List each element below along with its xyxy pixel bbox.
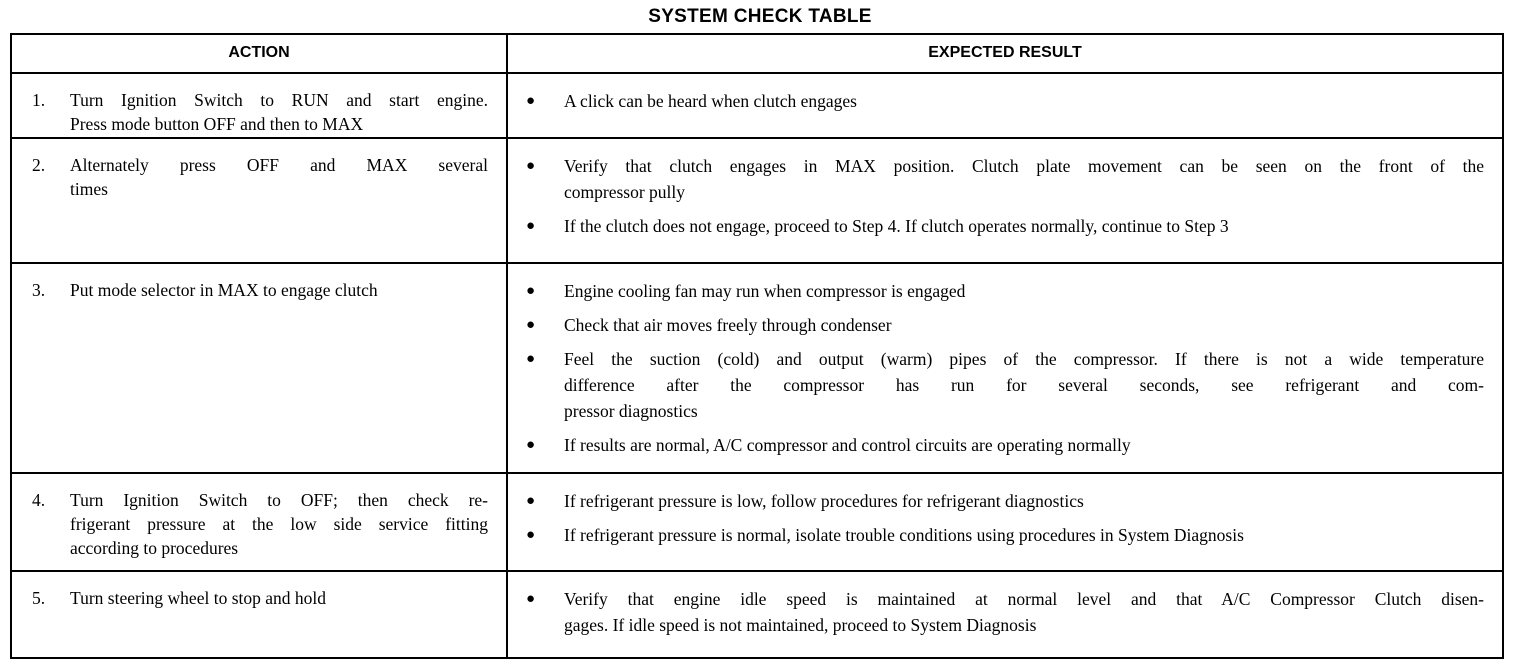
result-text [564,213,1484,239]
table-title: SYSTEM CHECK TABLE [648,6,872,27]
action-step [32,88,488,136]
action-text [70,88,488,136]
text-line: Turn Ignition Switch to OFF; then check re- [70,490,488,510]
text-line: If results are normal, A/C compressor and control circuits are operating normally [564,435,1131,455]
result-item [522,213,1484,239]
bullet-icon: ● [526,591,536,607]
result-cell [508,572,1502,657]
text-line: Feel the suction (cold) and output (warm) pipes of the compressor. If there is not a wide temperature [564,349,1484,369]
text-line: If the clutch does not engage, proceed to Step 4. If clutch operates normally, continue to Step 3 [564,216,1229,236]
result-cell [508,74,1502,137]
result-text [564,312,1484,338]
step-number: 2. [32,155,46,175]
result-text [564,432,1484,458]
table-row [12,139,1502,264]
result-text [564,153,1484,205]
result-item [522,586,1484,638]
result-text [564,88,1484,114]
action-cell [12,264,508,472]
result-item [522,432,1484,458]
text-line: Check that air moves freely through condenser [564,315,892,335]
text-line: If refrigerant pressure is normal, isolate trouble conditions using procedures in System Diagnosis [564,525,1244,545]
table-header-row [12,35,1502,74]
result-cell [508,474,1502,570]
text-line: Verify that engine idle speed is maintained at normal level and that A/C Compressor Clutch disen- [564,589,1484,609]
step-number: 5. [32,588,46,608]
text-line: A click can be heard when clutch engages [564,91,857,111]
result-item [522,88,1484,114]
text-line: gages. If idle speed is not maintained, proceed to System Diagnosis [564,615,1037,635]
header-action: ACTION [12,35,508,72]
step-number: 3. [32,280,46,300]
table-row [12,572,1502,657]
bullet-icon: ● [526,283,536,299]
action-cell [12,572,508,657]
result-item [522,488,1484,514]
text-line: Engine cooling fan may run when compressor is engaged [564,281,966,301]
result-text [564,586,1484,638]
bullet-icon: ● [526,218,536,234]
action-text [70,586,488,610]
action-cell [12,74,508,137]
bullet-icon: ● [526,351,536,367]
bullet-icon: ● [526,493,536,509]
text-line: times [70,179,108,199]
action-text [70,153,488,201]
result-cell [508,264,1502,472]
action-step [32,488,488,560]
action-step [32,153,488,201]
text-line: Press mode button OFF and then to MAX [70,114,364,134]
action-text [70,278,488,302]
bullet-icon: ● [526,527,536,543]
action-cell [12,474,508,570]
bullet-icon: ● [526,317,536,333]
step-number: 4. [32,490,46,510]
step-number: 1. [32,90,46,110]
text-line: frigerant pressure at the low side service fitting [70,514,488,534]
table-row [12,474,1502,572]
action-cell [12,139,508,262]
text-line: Turn steering wheel to stop and hold [70,588,326,608]
bullet-icon: ● [526,437,536,453]
result-item [522,153,1484,205]
text-line: Alternately press OFF and MAX several [70,155,488,175]
text-line: Put mode selector in MAX to engage clutch [70,280,378,300]
text-line: Turn Ignition Switch to RUN and start engine. [70,90,488,110]
text-line: Verify that clutch engages in MAX position. Clutch plate movement can be seen on the front of the [564,156,1484,176]
bullet-icon: ● [526,93,536,109]
text-line: compressor pully [564,182,686,202]
result-text [564,488,1484,514]
text-line: difference after the compressor has run for several seconds, see refrigerant and com- [564,375,1484,395]
system-check-table [10,33,1504,659]
result-text [564,278,1484,304]
table-row [12,74,1502,139]
result-item [522,278,1484,304]
text-line: If refrigerant pressure is low, follow procedures for refrigerant diagnostics [564,491,1084,511]
result-item [522,522,1484,548]
result-text [564,346,1484,424]
result-text [564,522,1484,548]
table-row [12,264,1502,474]
action-text [70,488,488,560]
bullet-icon: ● [526,158,536,174]
text-line: pressor diagnostics [564,401,698,421]
result-item [522,312,1484,338]
header-expected-result: EXPECTED RESULT [928,44,1082,61]
result-item [522,346,1484,424]
result-cell [508,139,1502,262]
action-step [32,278,488,302]
text-line: according to procedures [70,538,239,558]
action-step [32,586,488,610]
